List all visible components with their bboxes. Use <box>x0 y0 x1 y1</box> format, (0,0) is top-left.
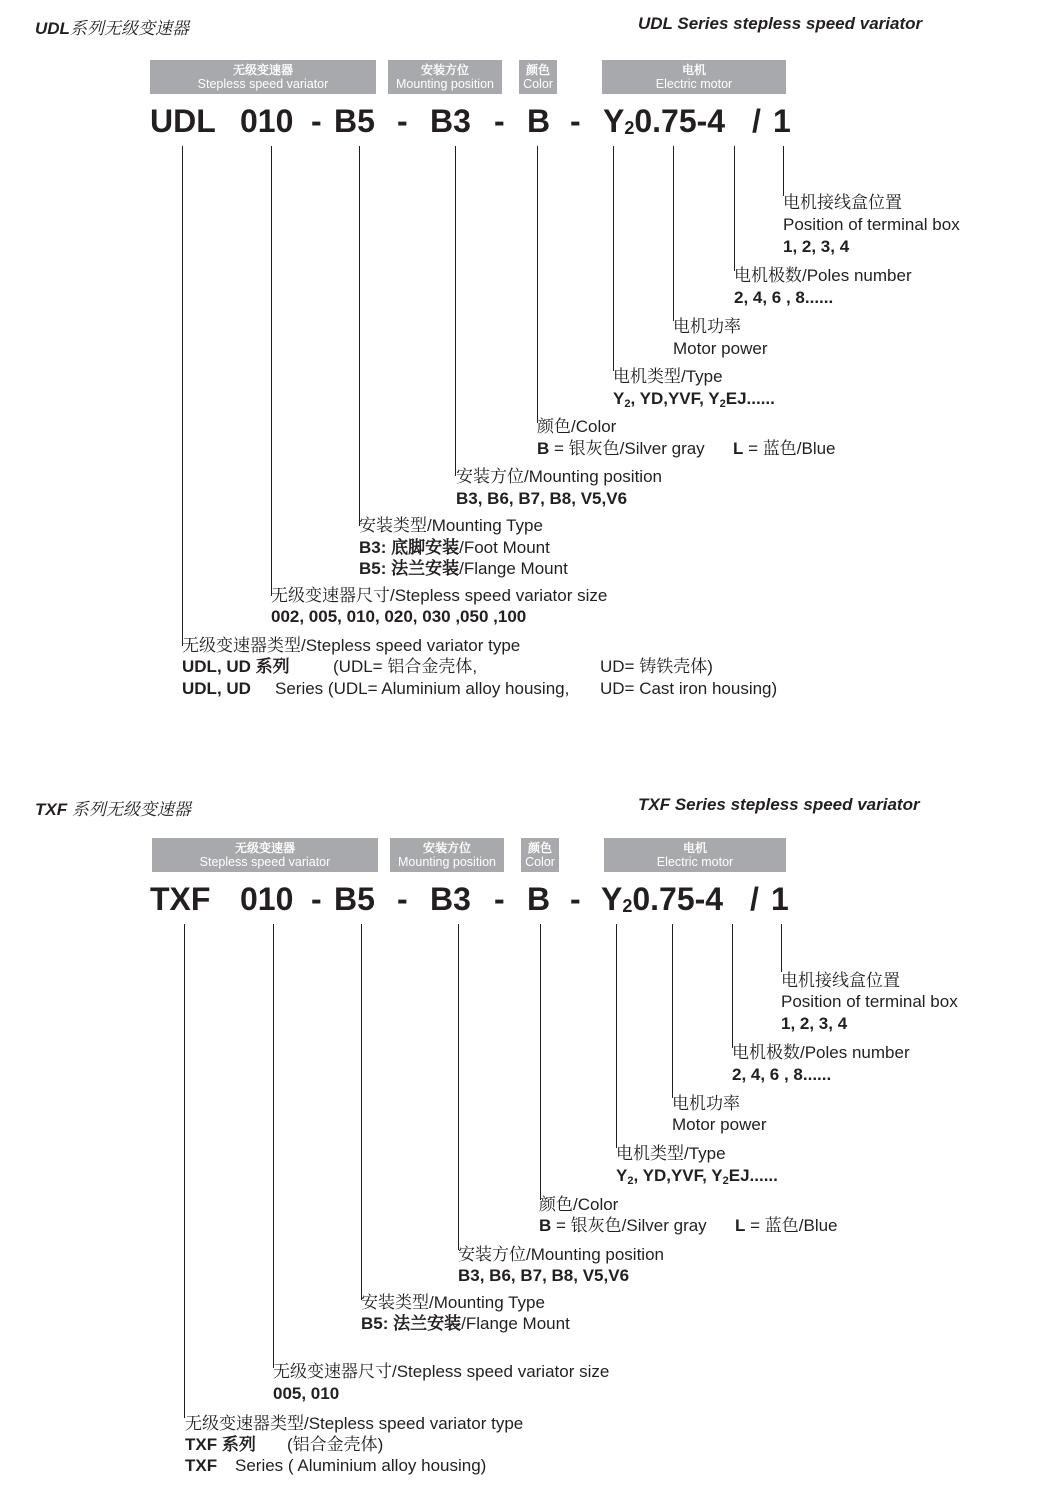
code-mount-type: B5 <box>334 881 375 917</box>
mount-position-values: B3, B6, B7, B8, V5,V6 <box>456 489 628 508</box>
type-values: $Y_2$, YD,YVF, $Y_2EJ$...... <box>616 1166 778 1187</box>
code-dash: - <box>570 103 581 139</box>
terminal-box-cn: 电机接线盒位置 <box>781 971 900 990</box>
size-label: 无级变速器尺寸/Stepless speed variator size <box>271 586 608 605</box>
code-motor: $Y_20.75-4$ <box>603 103 726 139</box>
code-terminal: 1 <box>773 103 791 139</box>
code-size: 010 <box>240 103 294 139</box>
type-values: $Y_2$, YD,YVF, $Y_2EJ$...... <box>613 389 775 410</box>
leader-line <box>672 924 673 1098</box>
mount-type-label: 安装类型/Mounting Type <box>359 516 543 535</box>
leader-line <box>271 146 272 596</box>
power-en: Motor power <box>673 339 768 358</box>
leader-line <box>182 146 183 646</box>
leader-line <box>783 146 784 196</box>
header-mounting-position: 安装方位 Mounting position <box>390 838 504 872</box>
leader-line <box>537 146 538 423</box>
color-values: B = 银灰色/Silver gray <box>539 1216 707 1235</box>
code-terminal: 1 <box>771 881 789 917</box>
variator-type-line2-a: Series (UDL= Aluminium alloy housing, <box>275 679 570 698</box>
variator-type-line2-key: UDL, UD <box>182 679 251 698</box>
code-color: B <box>527 881 551 917</box>
mount-position-label: 安装方位/Mounting position <box>456 467 662 486</box>
terminal-box-en: Position of terminal box <box>781 992 958 1011</box>
mount-position-label: 安装方位/Mounting position <box>458 1245 664 1264</box>
power-cn: 电机功率 <box>673 317 741 336</box>
poles-values: 2, 4, 6 , 8...... <box>734 288 834 307</box>
color-label: 颜色/Color <box>537 417 617 436</box>
variator-type-line1-key: TXF 系列 <box>185 1435 256 1454</box>
txf-title-left: TXF 系列无级变速器 <box>35 800 191 819</box>
variator-type-label: 无级变速器类型/Stepless speed variator type <box>182 636 521 655</box>
leader-line <box>613 146 614 371</box>
color-label: 颜色/Color <box>539 1195 619 1214</box>
color-values-blue: L = 蓝色/Blue <box>735 1216 838 1235</box>
code-dash: - <box>397 103 408 139</box>
variator-type-line1-a: (铝合金壳体) <box>287 1435 384 1454</box>
terminal-box-values: 1, 2, 3, 4 <box>783 237 850 256</box>
leader-line <box>359 146 360 526</box>
code-series: TXF <box>150 881 211 917</box>
size-values: 002, 005, 010, 020, 030 ,050 ,100 <box>271 607 527 626</box>
udl-section <box>0 0 1053 720</box>
leader-line <box>458 924 459 1250</box>
txf-section <box>0 780 1053 1500</box>
variator-type-label: 无级变速器类型/Stepless speed variator type <box>185 1414 524 1433</box>
poles-label: 电机极数/Poles number <box>732 1043 910 1062</box>
code-series: UDL <box>150 103 216 139</box>
code-dash: - <box>570 881 581 917</box>
header-color: 颜色 Color <box>519 60 557 94</box>
code-color: B <box>527 103 551 139</box>
code-mount-position: B3 <box>430 103 471 139</box>
header-electric-motor: 电机 Electric motor <box>604 838 786 872</box>
leader-line <box>273 924 274 1368</box>
poles-values: 2, 4, 6 , 8...... <box>732 1065 832 1084</box>
terminal-box-en: Position of terminal box <box>783 215 960 234</box>
leader-line <box>184 924 185 1418</box>
variator-type-line2-key: TXF <box>185 1456 218 1475</box>
type-label: 电机类型/Type <box>613 367 723 386</box>
leader-line <box>455 146 456 476</box>
udl-title-right: UDL Series stepless speed variator <box>638 14 923 33</box>
size-values: 005, 010 <box>273 1384 340 1403</box>
code-slash: / <box>750 881 759 917</box>
terminal-box-values: 1, 2, 3, 4 <box>781 1014 848 1033</box>
terminal-box-cn: 电机接线盒位置 <box>783 193 902 212</box>
mount-position-values: B3, B6, B7, B8, V5,V6 <box>458 1266 630 1285</box>
poles-label: 电机极数/Poles number <box>734 266 912 285</box>
header-mounting-position: 安装方位 Mounting position <box>388 60 502 94</box>
variator-type-line2-a: Series ( Aluminium alloy housing) <box>235 1456 487 1475</box>
variator-type-line1-key: UDL, UD 系列 <box>182 657 290 676</box>
header-color: 颜色 Color <box>521 838 559 872</box>
mount-type-b5: B5: 法兰安装/Flange Mount <box>361 1314 570 1333</box>
code-dash: - <box>311 881 322 917</box>
code-motor: $Y_20.75-4$ <box>601 881 724 917</box>
type-label: 电机类型/Type <box>616 1144 726 1163</box>
mount-type-b5: B5: 法兰安装/Flange Mount <box>359 559 568 578</box>
header-variator: 无级变速器 Stepless speed variator <box>150 60 376 94</box>
color-values-blue: L = 蓝色/Blue <box>733 439 836 458</box>
header-variator: 无级变速器 Stepless speed variator <box>152 838 378 872</box>
udl-title-left: UDL系列无级变速器 <box>35 19 189 38</box>
variator-type-line1-a: (UDL= 铝合金壳体, <box>333 657 478 676</box>
txf-title-right: TXF Series stepless speed variator <box>638 795 920 814</box>
code-dash: - <box>494 881 505 917</box>
power-en: Motor power <box>672 1115 767 1134</box>
color-values: B = 银灰色/Silver gray <box>537 439 705 458</box>
leader-line <box>781 924 782 972</box>
code-dash: - <box>494 103 505 139</box>
variator-type-line1-b: UD= 铸铁壳体) <box>600 657 713 676</box>
code-slash: / <box>752 103 761 139</box>
mount-type-b3: B3: 底脚安装/Foot Mount <box>359 538 550 557</box>
code-mount-position: B3 <box>430 881 471 917</box>
leader-line <box>673 146 674 321</box>
code-dash: - <box>311 103 322 139</box>
mount-type-label: 安装类型/Mounting Type <box>361 1293 545 1312</box>
leader-line <box>361 924 362 1300</box>
code-dash: - <box>397 881 408 917</box>
header-electric-motor: 电机 Electric motor <box>602 60 786 94</box>
power-cn: 电机功率 <box>672 1094 740 1113</box>
leader-line <box>616 924 617 1148</box>
leader-line <box>734 146 735 271</box>
code-mount-type: B5 <box>334 103 375 139</box>
leader-line <box>732 924 733 1048</box>
variator-type-line2-b: UD= Cast iron housing) <box>600 679 778 698</box>
leader-line <box>540 924 541 1200</box>
size-label: 无级变速器尺寸/Stepless speed variator size <box>273 1362 610 1381</box>
code-size: 010 <box>240 881 294 917</box>
